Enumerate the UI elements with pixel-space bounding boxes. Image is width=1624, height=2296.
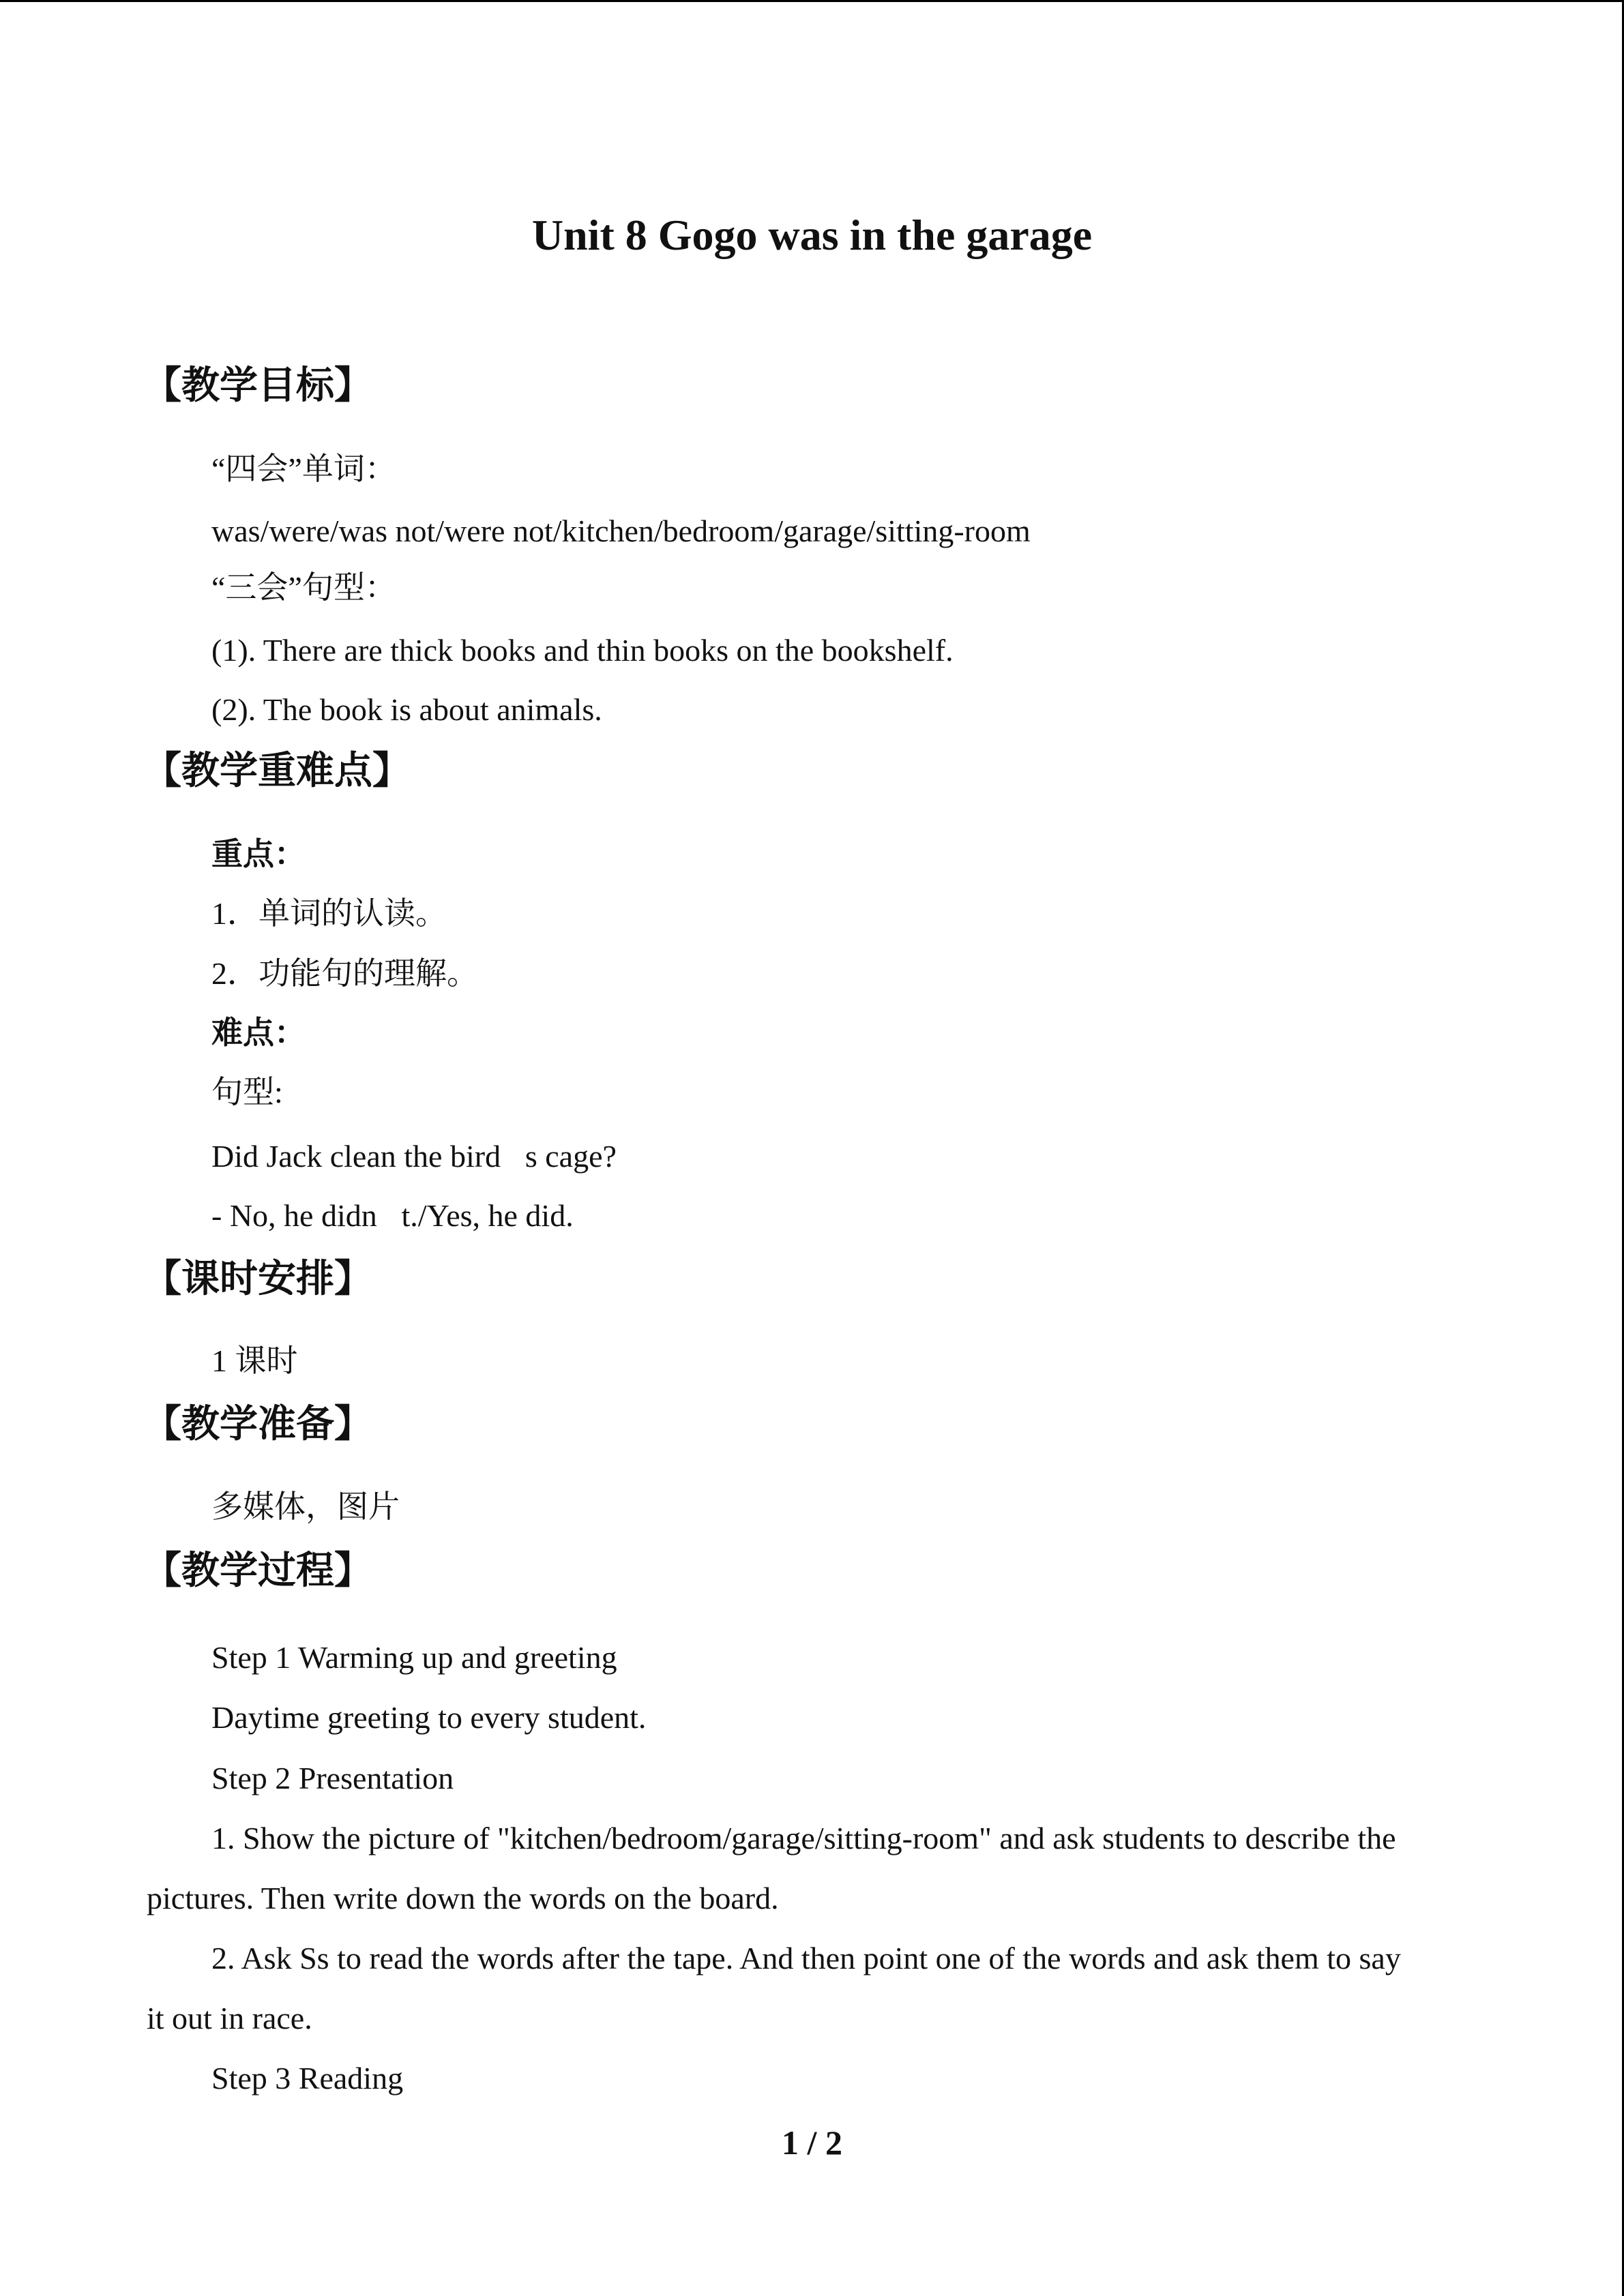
preparation-text: 多媒体，图片 xyxy=(211,1489,400,1524)
focus-item-1: 1．单词的认读。 xyxy=(211,896,447,931)
pattern-question: Did Jack clean the bird s cage? xyxy=(211,1139,617,1174)
heading-process: 【教学过程】 xyxy=(143,1549,372,1593)
item2-line1: 2. Ask Ss to read the words after the tape. And then point one of the words and ask them to say xyxy=(211,1941,1401,1976)
item1-line1: 1. Show the picture of "kitchen/bedroom/garage/sitting-room" and ask students to describe the xyxy=(211,1821,1396,1855)
pattern-label: 句型: xyxy=(211,1075,283,1109)
top-border-line xyxy=(0,0,1624,2)
document-title: Unit 8 Gogo was in the garage xyxy=(531,211,1093,259)
four-skills-label: “四会”单词： xyxy=(211,451,396,486)
three-skills-label: “三会”句型： xyxy=(211,570,396,605)
step1-title: Step 1 Warming up and greeting xyxy=(211,1640,617,1675)
sentence-2: (2). The book is about animals. xyxy=(211,692,602,727)
heading-key-points: 【教学重难点】 xyxy=(143,749,411,793)
heading-objectives: 【教学目标】 xyxy=(143,363,372,408)
sentence-1: (1). There are thick books and thin books on the bookshelf. xyxy=(211,633,954,668)
difficulty-label: 难点： xyxy=(211,1015,306,1050)
item2-line2: it out in race. xyxy=(147,2001,312,2036)
step3-title: Step 3 Reading xyxy=(211,2061,404,2096)
step1-text: Daytime greeting to every student. xyxy=(211,1700,647,1735)
heading-schedule: 【课时安排】 xyxy=(143,1257,372,1301)
item1-line2: pictures. Then write down the words on the board. xyxy=(147,1881,779,1915)
schedule-text: 1 课时 xyxy=(211,1343,298,1378)
step2-title: Step 2 Presentation xyxy=(211,1761,454,1795)
four-skills-words: was/were/was not/were not/kitchen/bedroom/garage/sitting-room xyxy=(211,513,1031,548)
focus-label: 重点： xyxy=(211,837,306,871)
page-number: 1 / 2 xyxy=(782,2123,842,2162)
heading-preparation: 【教学准备】 xyxy=(143,1402,372,1446)
pattern-answer: - No, he didn t./Yes, he did. xyxy=(211,1198,574,1233)
focus-item-2: 2．功能句的理解。 xyxy=(211,956,478,991)
